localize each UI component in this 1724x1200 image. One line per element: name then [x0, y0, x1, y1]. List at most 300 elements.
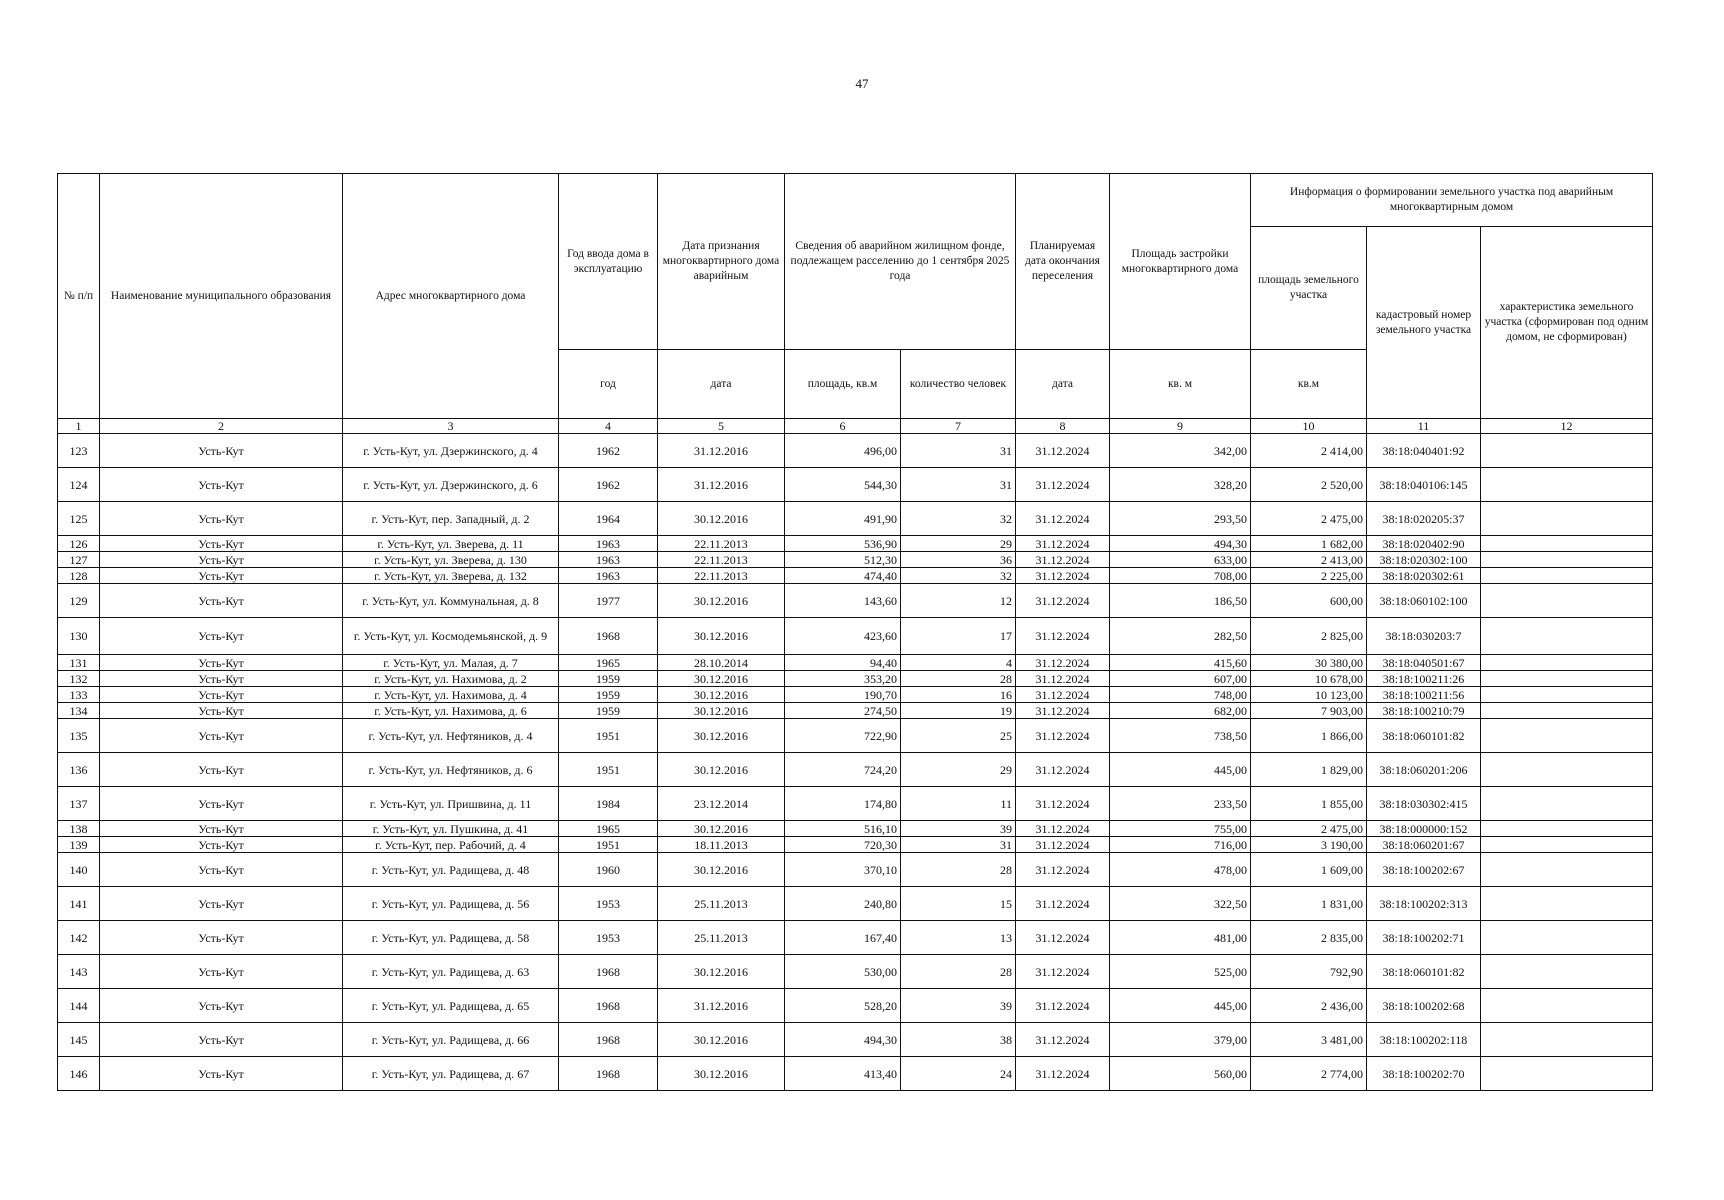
cell-number: 146 — [58, 1057, 100, 1091]
cell-area: 190,70 — [785, 687, 901, 703]
cell-address: г. Усть-Кут, ул. Радищева, д. 66 — [343, 1023, 559, 1057]
cell-date-planned: 31.12.2024 — [1016, 921, 1110, 955]
cell-number: 123 — [58, 434, 100, 468]
cell-people: 12 — [901, 584, 1016, 618]
cell-date-planned: 31.12.2024 — [1016, 955, 1110, 989]
cell-land-area: 2 520,00 — [1251, 468, 1367, 502]
cell-municipality: Усть-Кут — [100, 552, 343, 568]
table-row — [58, 887, 1653, 921]
cell-number: 133 — [58, 687, 100, 703]
cell-year-built: 1962 — [559, 468, 658, 502]
cell-cadastral: 38:18:060102:100 — [1367, 584, 1481, 618]
cell-built-area: 633,00 — [1110, 552, 1251, 568]
cell-built-area: 322,50 — [1110, 887, 1251, 921]
cell-number: 144 — [58, 989, 100, 1023]
cell-people: 19 — [901, 703, 1016, 719]
cell-municipality: Усть-Кут — [100, 787, 343, 821]
cell-area: 353,20 — [785, 671, 901, 687]
cell-year-built: 1968 — [559, 1057, 658, 1091]
cell-date-planned: 31.12.2024 — [1016, 502, 1110, 536]
cell-address: г. Усть-Кут, пер. Западный, д. 2 — [343, 502, 559, 536]
cell-land-area: 1 682,00 — [1251, 536, 1367, 552]
cell-municipality: Усть-Кут — [100, 687, 343, 703]
cell-characteristic — [1481, 703, 1653, 719]
column-number: 11 — [1367, 419, 1481, 434]
cell-built-area: 748,00 — [1110, 687, 1251, 703]
cell-built-area: 342,00 — [1110, 434, 1251, 468]
cell-characteristic — [1481, 753, 1653, 787]
cell-area: 496,00 — [785, 434, 901, 468]
cell-date-recognized: 30.12.2016 — [658, 618, 785, 655]
header-characteristic: характеристика земельного участка (сформирован под одним домом, не сформирован) — [1481, 227, 1653, 419]
cell-number: 140 — [58, 853, 100, 887]
cell-address: г. Усть-Кут, ул. Радищева, д. 63 — [343, 955, 559, 989]
cell-characteristic — [1481, 955, 1653, 989]
cell-municipality: Усть-Кут — [100, 618, 343, 655]
cell-built-area: 607,00 — [1110, 671, 1251, 687]
cell-people: 15 — [901, 887, 1016, 921]
table-row — [58, 502, 1653, 536]
cell-date-recognized: 30.12.2016 — [658, 1023, 785, 1057]
page-number: 47 — [855, 76, 869, 91]
column-number-row — [58, 419, 1653, 434]
cell-date-planned: 31.12.2024 — [1016, 837, 1110, 853]
cell-area: 167,40 — [785, 921, 901, 955]
cell-people: 17 — [901, 618, 1016, 655]
cell-municipality: Усть-Кут — [100, 821, 343, 837]
cell-date-planned: 31.12.2024 — [1016, 753, 1110, 787]
table-row — [58, 434, 1653, 468]
cell-number: 136 — [58, 753, 100, 787]
cell-municipality: Усть-Кут — [100, 719, 343, 753]
table-body — [58, 434, 1653, 1091]
header-emergency-fund: Сведения об аварийном жилищном фонде, подлежащем расселению до 1 сентября 2025 года — [785, 174, 1016, 350]
cell-characteristic — [1481, 719, 1653, 753]
cell-land-area: 2 475,00 — [1251, 502, 1367, 536]
table-row — [58, 853, 1653, 887]
cell-land-area: 792,90 — [1251, 955, 1367, 989]
cell-land-area: 2 225,00 — [1251, 568, 1367, 584]
cell-built-area: 282,50 — [1110, 618, 1251, 655]
cell-land-area: 2 475,00 — [1251, 821, 1367, 837]
cell-date-planned: 31.12.2024 — [1016, 703, 1110, 719]
cell-number: 134 — [58, 703, 100, 719]
cell-built-area: 478,00 — [1110, 853, 1251, 887]
cell-address: г. Усть-Кут, ул. Нахимова, д. 2 — [343, 671, 559, 687]
cell-characteristic — [1481, 853, 1653, 887]
header-year-built: Год ввода дома в эксплуатацию — [559, 174, 658, 350]
cell-area: 491,90 — [785, 502, 901, 536]
cell-land-area: 2 835,00 — [1251, 921, 1367, 955]
cell-address: г. Усть-Кут, ул. Малая, д. 7 — [343, 655, 559, 671]
cell-cadastral: 38:18:060101:82 — [1367, 719, 1481, 753]
cell-number: 124 — [58, 468, 100, 502]
cell-date-recognized: 30.12.2016 — [658, 719, 785, 753]
header-cadastral: кадастровый номер земельного участка — [1367, 227, 1481, 419]
cell-land-area: 1 829,00 — [1251, 753, 1367, 787]
column-number: 9 — [1110, 419, 1251, 434]
cell-area: 720,30 — [785, 837, 901, 853]
cell-people: 31 — [901, 837, 1016, 853]
cell-area: 530,00 — [785, 955, 901, 989]
cell-date-recognized: 25.11.2013 — [658, 921, 785, 955]
header-land-info: Информация о формировании земельного участка под аварийным многоквартирным домом — [1251, 174, 1653, 227]
cell-year-built: 1959 — [559, 703, 658, 719]
cell-date-recognized: 30.12.2016 — [658, 687, 785, 703]
cell-number: 128 — [58, 568, 100, 584]
cell-characteristic — [1481, 787, 1653, 821]
cell-address: г. Усть-Кут, ул. Радищева, д. 65 — [343, 989, 559, 1023]
cell-cadastral: 38:18:100202:313 — [1367, 887, 1481, 921]
cell-cadastral: 38:18:100202:71 — [1367, 921, 1481, 955]
cell-built-area: 708,00 — [1110, 568, 1251, 584]
cell-characteristic — [1481, 468, 1653, 502]
cell-date-planned: 31.12.2024 — [1016, 671, 1110, 687]
cell-date-recognized: 25.11.2013 — [658, 887, 785, 921]
cell-people: 32 — [901, 568, 1016, 584]
cell-cadastral: 38:18:040401:92 — [1367, 434, 1481, 468]
cell-municipality: Усть-Кут — [100, 536, 343, 552]
cell-built-area: 328,20 — [1110, 468, 1251, 502]
cell-built-area: 293,50 — [1110, 502, 1251, 536]
cell-number: 143 — [58, 955, 100, 989]
cell-cadastral: 38:18:100202:118 — [1367, 1023, 1481, 1057]
cell-characteristic — [1481, 1023, 1653, 1057]
cell-land-area: 2 436,00 — [1251, 989, 1367, 1023]
cell-land-area: 1 831,00 — [1251, 887, 1367, 921]
cell-date-recognized: 30.12.2016 — [658, 853, 785, 887]
cell-land-area: 1 866,00 — [1251, 719, 1367, 753]
cell-cadastral: 38:18:100202:68 — [1367, 989, 1481, 1023]
unit-built-area: кв. м — [1110, 350, 1251, 419]
table-row — [58, 753, 1653, 787]
cell-area: 474,40 — [785, 568, 901, 584]
cell-date-planned: 31.12.2024 — [1016, 468, 1110, 502]
cell-people: 4 — [901, 655, 1016, 671]
cell-number: 129 — [58, 584, 100, 618]
table-row — [58, 1023, 1653, 1057]
cell-built-area: 525,00 — [1110, 955, 1251, 989]
column-number: 6 — [785, 419, 901, 434]
cell-number: 137 — [58, 787, 100, 821]
cell-characteristic — [1481, 552, 1653, 568]
cell-municipality: Усть-Кут — [100, 584, 343, 618]
cell-land-area: 1 609,00 — [1251, 853, 1367, 887]
cell-cadastral: 38:18:020302:100 — [1367, 552, 1481, 568]
cell-date-recognized: 30.12.2016 — [658, 703, 785, 719]
cell-built-area: 415,60 — [1110, 655, 1251, 671]
cell-address: г. Усть-Кут, пер. Рабочий, д. 4 — [343, 837, 559, 853]
cell-characteristic — [1481, 671, 1653, 687]
cell-area: 240,80 — [785, 887, 901, 921]
cell-year-built: 1977 — [559, 584, 658, 618]
cell-year-built: 1968 — [559, 1023, 658, 1057]
cell-year-built: 1964 — [559, 502, 658, 536]
cell-characteristic — [1481, 837, 1653, 853]
cell-cadastral: 38:18:100211:56 — [1367, 687, 1481, 703]
cell-date-planned: 31.12.2024 — [1016, 719, 1110, 753]
cell-land-area: 2 413,00 — [1251, 552, 1367, 568]
column-number: 1 — [58, 419, 100, 434]
cell-date-planned: 31.12.2024 — [1016, 618, 1110, 655]
cell-date-planned: 31.12.2024 — [1016, 1023, 1110, 1057]
cell-date-planned: 31.12.2024 — [1016, 853, 1110, 887]
cell-area: 494,30 — [785, 1023, 901, 1057]
cell-cadastral: 38:18:040501:67 — [1367, 655, 1481, 671]
cell-built-area: 445,00 — [1110, 753, 1251, 787]
cell-year-built: 1960 — [559, 853, 658, 887]
cell-cadastral: 38:18:100202:70 — [1367, 1057, 1481, 1091]
cell-land-area: 2 774,00 — [1251, 1057, 1367, 1091]
cell-date-planned: 31.12.2024 — [1016, 787, 1110, 821]
cell-date-recognized: 30.12.2016 — [658, 671, 785, 687]
cell-year-built: 1953 — [559, 887, 658, 921]
cell-municipality: Усть-Кут — [100, 955, 343, 989]
cell-area: 423,60 — [785, 618, 901, 655]
table-row — [58, 671, 1653, 687]
cell-address: г. Усть-Кут, ул. Коммунальная, д. 8 — [343, 584, 559, 618]
cell-characteristic — [1481, 568, 1653, 584]
cell-date-planned: 31.12.2024 — [1016, 552, 1110, 568]
table-row — [58, 921, 1653, 955]
cell-number: 145 — [58, 1023, 100, 1057]
cell-land-area: 3 481,00 — [1251, 1023, 1367, 1057]
table-row — [58, 989, 1653, 1023]
cell-area: 536,90 — [785, 536, 901, 552]
unit-land-area: кв.м — [1251, 350, 1367, 419]
cell-people: 16 — [901, 687, 1016, 703]
table-row — [58, 955, 1653, 989]
cell-address: г. Усть-Кут, ул. Дзержинского, д. 6 — [343, 468, 559, 502]
cell-year-built: 1959 — [559, 687, 658, 703]
cell-area: 516,10 — [785, 821, 901, 837]
cell-address: г. Усть-Кут, ул. Нефтяников, д. 6 — [343, 753, 559, 787]
cell-address: г. Усть-Кут, ул. Нахимова, д. 6 — [343, 703, 559, 719]
cell-built-area: 233,50 — [1110, 787, 1251, 821]
unit-date-recognized: дата — [658, 350, 785, 419]
cell-people: 29 — [901, 753, 1016, 787]
column-number: 4 — [559, 419, 658, 434]
cell-cadastral: 38:18:060101:82 — [1367, 955, 1481, 989]
cell-characteristic — [1481, 821, 1653, 837]
cell-address: г. Усть-Кут, ул. Нефтяников, д. 4 — [343, 719, 559, 753]
cell-built-area: 445,00 — [1110, 989, 1251, 1023]
cell-municipality: Усть-Кут — [100, 753, 343, 787]
cell-year-built: 1968 — [559, 955, 658, 989]
cell-land-area: 30 380,00 — [1251, 655, 1367, 671]
cell-built-area: 186,50 — [1110, 584, 1251, 618]
cell-people: 28 — [901, 671, 1016, 687]
cell-date-planned: 31.12.2024 — [1016, 568, 1110, 584]
cell-built-area: 560,00 — [1110, 1057, 1251, 1091]
cell-land-area: 3 190,00 — [1251, 837, 1367, 853]
cell-address: г. Усть-Кут, ул. Космодемьянской, д. 9 — [343, 618, 559, 655]
cell-year-built: 1984 — [559, 787, 658, 821]
column-number: 3 — [343, 419, 559, 434]
cell-address: г. Усть-Кут, ул. Зверева, д. 11 — [343, 536, 559, 552]
cell-land-area: 10 123,00 — [1251, 687, 1367, 703]
cell-address: г. Усть-Кут, ул. Радищева, д. 67 — [343, 1057, 559, 1091]
cell-people: 28 — [901, 853, 1016, 887]
cell-built-area: 682,00 — [1110, 703, 1251, 719]
cell-number: 130 — [58, 618, 100, 655]
cell-number: 139 — [58, 837, 100, 853]
table-row — [58, 568, 1653, 584]
cell-municipality: Усть-Кут — [100, 568, 343, 584]
header-planned-date: Планируемая дата окончания переселения — [1016, 174, 1110, 350]
column-number: 7 — [901, 419, 1016, 434]
cell-built-area: 755,00 — [1110, 821, 1251, 837]
unit-people: количество человек — [901, 350, 1016, 419]
cell-municipality: Усть-Кут — [100, 921, 343, 955]
cell-year-built: 1963 — [559, 552, 658, 568]
cell-date-recognized: 30.12.2016 — [658, 584, 785, 618]
cell-characteristic — [1481, 655, 1653, 671]
column-number: 5 — [658, 419, 785, 434]
cell-municipality: Усть-Кут — [100, 502, 343, 536]
header-address: Адрес многоквартирного дома — [343, 174, 559, 419]
cell-characteristic — [1481, 536, 1653, 552]
cell-year-built: 1968 — [559, 618, 658, 655]
cell-land-area: 7 903,00 — [1251, 703, 1367, 719]
cell-land-area: 10 678,00 — [1251, 671, 1367, 687]
cell-address: г. Усть-Кут, ул. Радищева, д. 58 — [343, 921, 559, 955]
cell-date-recognized: 22.11.2013 — [658, 536, 785, 552]
table-row — [58, 655, 1653, 671]
cell-characteristic — [1481, 989, 1653, 1023]
cell-address: г. Усть-Кут, ул. Зверева, д. 130 — [343, 552, 559, 568]
cell-cadastral: 38:18:020205:37 — [1367, 502, 1481, 536]
table-row — [58, 618, 1653, 655]
cell-area: 143,60 — [785, 584, 901, 618]
cell-area: 413,40 — [785, 1057, 901, 1091]
cell-municipality: Усть-Кут — [100, 1023, 343, 1057]
cell-area: 370,10 — [785, 853, 901, 887]
cell-municipality: Усть-Кут — [100, 655, 343, 671]
cell-date-planned: 31.12.2024 — [1016, 989, 1110, 1023]
cell-cadastral: 38:18:000000:152 — [1367, 821, 1481, 837]
cell-date-recognized: 22.11.2013 — [658, 568, 785, 584]
cell-cadastral: 38:18:040106:145 — [1367, 468, 1481, 502]
cell-address: г. Усть-Кут, ул. Дзержинского, д. 4 — [343, 434, 559, 468]
column-number: 12 — [1481, 419, 1653, 434]
table-row — [58, 687, 1653, 703]
cell-built-area: 716,00 — [1110, 837, 1251, 853]
cell-number: 126 — [58, 536, 100, 552]
cell-people: 13 — [901, 921, 1016, 955]
header-built-area: Площадь застройки многоквартирного дома — [1110, 174, 1251, 350]
cell-area: 528,20 — [785, 989, 901, 1023]
cell-cadastral: 38:18:100210:79 — [1367, 703, 1481, 719]
cell-year-built: 1959 — [559, 671, 658, 687]
cell-people: 31 — [901, 434, 1016, 468]
cell-built-area: 738,50 — [1110, 719, 1251, 753]
cell-number: 142 — [58, 921, 100, 955]
cell-characteristic — [1481, 502, 1653, 536]
cell-people: 28 — [901, 955, 1016, 989]
column-number: 8 — [1016, 419, 1110, 434]
header-municipality: Наименование муниципального образования — [100, 174, 343, 419]
cell-built-area: 379,00 — [1110, 1023, 1251, 1057]
cell-people: 25 — [901, 719, 1016, 753]
cell-municipality: Усть-Кут — [100, 837, 343, 853]
cell-municipality: Усть-Кут — [100, 1057, 343, 1091]
cell-date-planned: 31.12.2024 — [1016, 536, 1110, 552]
cell-land-area: 2 414,00 — [1251, 434, 1367, 468]
cell-area: 512,30 — [785, 552, 901, 568]
cell-cadastral: 38:18:020302:61 — [1367, 568, 1481, 584]
cell-date-planned: 31.12.2024 — [1016, 1057, 1110, 1091]
header-date-recognized: Дата признания многоквартирного дома аварийным — [658, 174, 785, 350]
cell-people: 29 — [901, 536, 1016, 552]
cell-date-recognized: 18.11.2013 — [658, 837, 785, 853]
cell-area: 724,20 — [785, 753, 901, 787]
cell-year-built: 1951 — [559, 719, 658, 753]
cell-characteristic — [1481, 921, 1653, 955]
column-number: 2 — [100, 419, 343, 434]
cell-year-built: 1962 — [559, 434, 658, 468]
cell-municipality: Усть-Кут — [100, 989, 343, 1023]
table-row — [58, 719, 1653, 753]
cell-year-built: 1953 — [559, 921, 658, 955]
cell-address: г. Усть-Кут, ул. Пушкина, д. 41 — [343, 821, 559, 837]
cell-date-planned: 31.12.2024 — [1016, 434, 1110, 468]
cell-cadastral: 38:18:100211:26 — [1367, 671, 1481, 687]
cell-number: 132 — [58, 671, 100, 687]
cell-area: 94,40 — [785, 655, 901, 671]
cell-municipality: Усть-Кут — [100, 671, 343, 687]
table-row — [58, 536, 1653, 552]
cell-number: 135 — [58, 719, 100, 753]
cell-cadastral: 38:18:020402:90 — [1367, 536, 1481, 552]
cell-year-built: 1963 — [559, 568, 658, 584]
cell-people: 24 — [901, 1057, 1016, 1091]
unit-year: год — [559, 350, 658, 419]
cell-date-recognized: 23.12.2014 — [658, 787, 785, 821]
cell-municipality: Усть-Кут — [100, 853, 343, 887]
cell-municipality: Усть-Кут — [100, 468, 343, 502]
cell-date-recognized: 31.12.2016 — [658, 434, 785, 468]
cell-cadastral: 38:18:060201:206 — [1367, 753, 1481, 787]
cell-number: 127 — [58, 552, 100, 568]
table-row — [58, 703, 1653, 719]
cell-characteristic — [1481, 618, 1653, 655]
cell-number: 131 — [58, 655, 100, 671]
cell-people: 11 — [901, 787, 1016, 821]
cell-municipality: Усть-Кут — [100, 703, 343, 719]
cell-address: г. Усть-Кут, ул. Зверева, д. 132 — [343, 568, 559, 584]
cell-characteristic — [1481, 584, 1653, 618]
cell-date-recognized: 30.12.2016 — [658, 955, 785, 989]
cell-date-planned: 31.12.2024 — [1016, 687, 1110, 703]
cell-address: г. Усть-Кут, ул. Нахимова, д. 4 — [343, 687, 559, 703]
cell-date-recognized: 31.12.2016 — [658, 989, 785, 1023]
emergency-housing-table — [57, 173, 1653, 1091]
cell-date-planned: 31.12.2024 — [1016, 821, 1110, 837]
cell-date-recognized: 30.12.2016 — [658, 821, 785, 837]
cell-people: 36 — [901, 552, 1016, 568]
cell-date-recognized: 30.12.2016 — [658, 502, 785, 536]
cell-people: 31 — [901, 468, 1016, 502]
cell-year-built: 1951 — [559, 753, 658, 787]
cell-date-planned: 31.12.2024 — [1016, 655, 1110, 671]
cell-date-recognized: 31.12.2016 — [658, 468, 785, 502]
cell-date-planned: 31.12.2024 — [1016, 887, 1110, 921]
table-row — [58, 468, 1653, 502]
header-row-number: № п/п — [58, 174, 100, 419]
cell-characteristic — [1481, 1057, 1653, 1091]
cell-area: 544,30 — [785, 468, 901, 502]
